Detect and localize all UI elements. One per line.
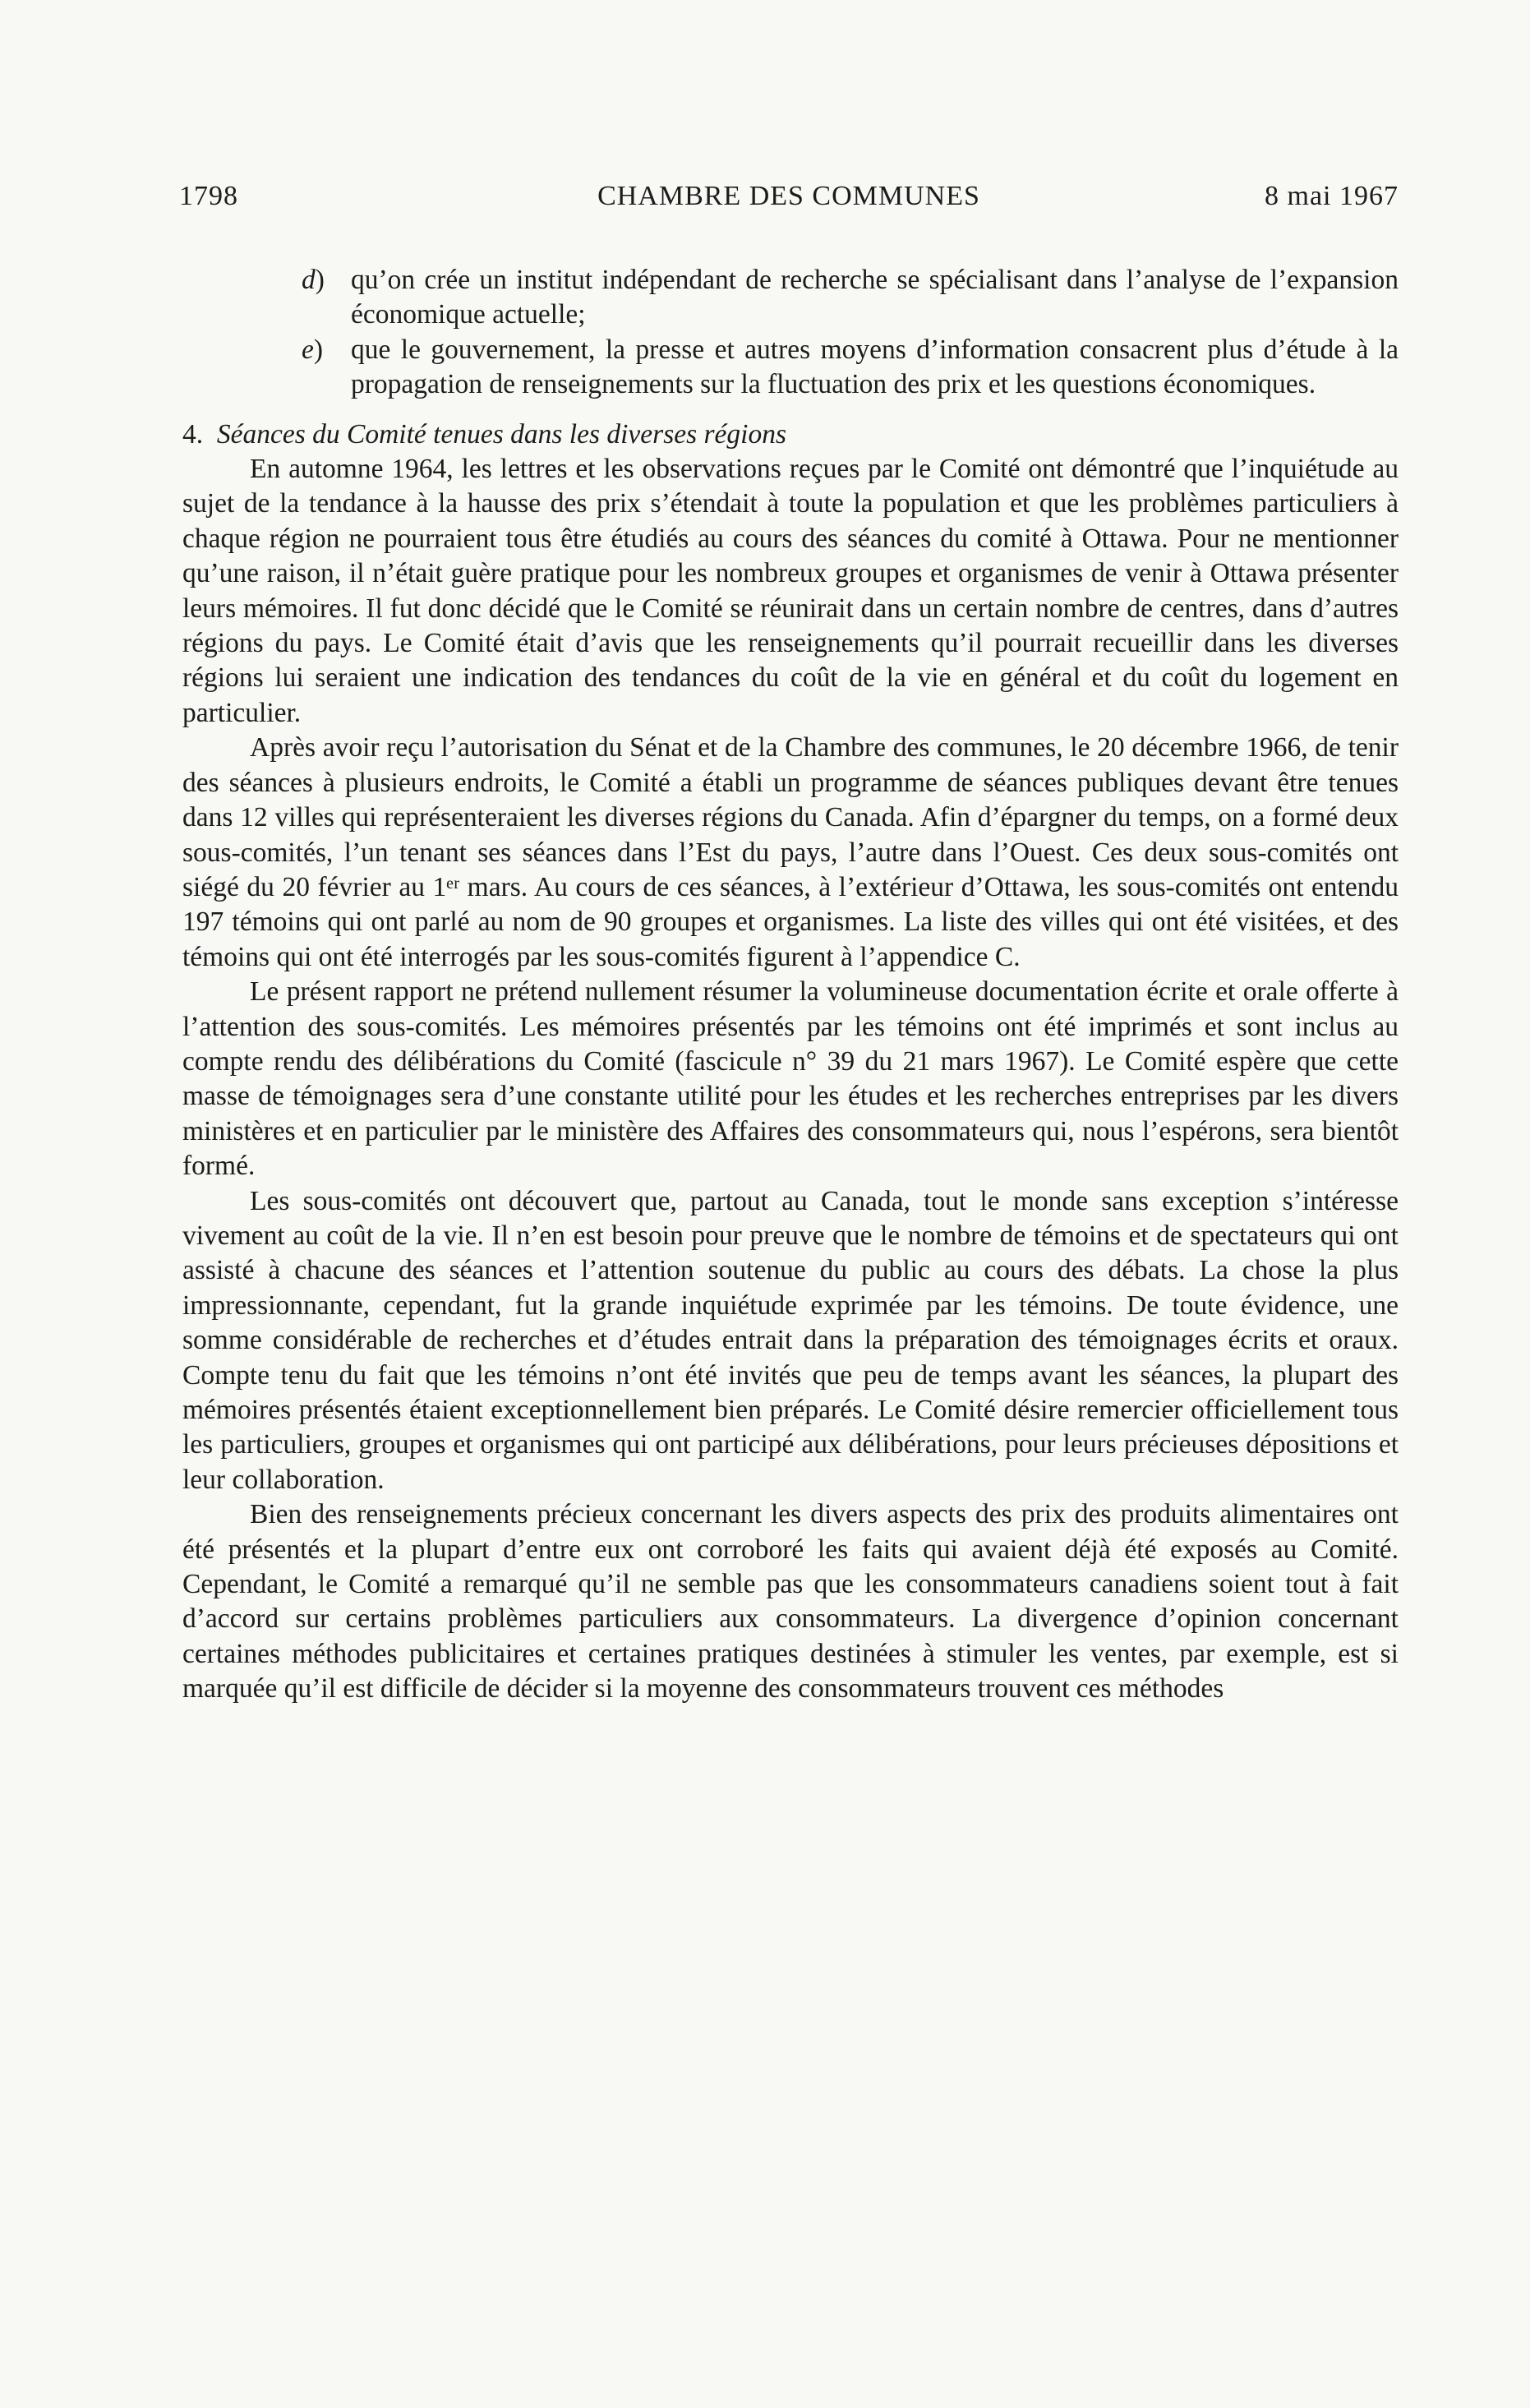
section-number: 4. xyxy=(182,418,204,450)
body-text xyxy=(182,263,1399,1707)
list-marker: e) xyxy=(302,334,324,365)
list-item xyxy=(182,263,1399,333)
paragraph: En automne 1964, les lettres et les observations reçues par le Comité ont démontré que l’inquiétude au sujet de la tendance à la hausse des prix s’étendait à toute la population et que les problèmes particuliers à chaque région ne pourraient tous être étudiés au cours des séances du comité à Ottawa. Pour ne mentionner qu’une raison, il n’était guère pratique pour les nombreux groupes et organismes de venir à Ottawa présenter leurs mémoires. Il fut donc décidé que le Comité se réunirait dans un certain nombre de centres, dans d’autres régions du pays. Le Comité était d’avis que les renseignements qu’il pourrait recueillir dans les diverses régions lui seraient une indication des tendances du coût de la vie en général et du coût du logement en particulier. xyxy=(182,454,1399,728)
page-header xyxy=(179,176,1399,217)
page-number: 1798 xyxy=(179,181,238,211)
list-item-text: que le gouvernement, la presse et autres moyens d’information consacrent plus d’étude à la propagation de renseignements sur la fluctuation des prix et les questions économiques. xyxy=(351,334,1399,400)
running-title: CHAMBRE DES COMMUNES xyxy=(597,181,980,211)
section-title: Séances du Comité tenues dans les diverses régions xyxy=(216,418,787,450)
section-heading xyxy=(182,417,1399,452)
paragraph: Les sous-comités ont découvert que, partout au Canada, tout le monde sans exception s’intéresse vivement au coût de la vie. Il n’en est besoin pour preuve que le nombre de témoins et de spectateurs qui ont assisté à chacune des séances et l’attention soutenue du public au cours des débats. La chose la plus impressionnante, cependant, fut la grande inquiétude exprimée par les témoins. De toute évidence, une somme considérable de recherches et d’études entrait dans la préparation des témoignages écrits et oraux. Compte tenu du fait que les témoins n’ont été invités que peu de temps avant les séances, la plupart des mémoires présentés étaient exceptionnellement bien préparés. Le Comité désire remercier officiellement tous les particuliers, groupes et organismes qui ont participé aux délibérations, pour leurs précieuses dépositions et leur collaboration. xyxy=(182,1185,1399,1495)
list-marker: d) xyxy=(302,265,325,295)
list-item-text: qu’on crée un institut indépendant de recherche se spécialisant dans l’analyse de l’expansion économique actuelle; xyxy=(351,265,1399,330)
paragraph: Le présent rapport ne prétend nullement résumer la volumineuse documentation écrite et orale offerte à l’attention des sous-comités. Les mémoires présentés par les témoins ont été imprimés et sont inclus au compte rendu des délibérations du Comité (fascicule n° 39 du 21 mars 1967). Le Comité espère que cette masse de témoignages sera d’une constante utilité pour les études et les recherches entreprises par les divers ministères et en particulier par le ministère des Affaires des consommateurs qui, nous l’espérons, sera bientôt formé. xyxy=(182,976,1399,1182)
header-date: 8 mai 1967 xyxy=(1265,181,1399,211)
paragraph: Après avoir reçu l’autorisation du Sénat et de la Chambre des communes, le 20 décembre 1966, de tenir des séances à plusieurs endroits, le Comité a établi un programme de séances publiques devant être tenues dans 12 villes qui représenteraient les diverses régions du Canada. Afin d’épargner du temps, on a formé deux sous-comités, l’un tenant ses séances dans l’Est du pays, l’autre dans l’Ouest. Ces deux sous-comités ont siégé du 20 février au 1ᵉʳ mars. Au cours de ces séances, à l’extérieur d’Ottawa, les sous-comités ont entendu 197 témoins qui ont parlé au nom de 90 groupes et organismes. La liste des villes qui ont été visitées, et des témoins qui ont été interrogés par les sous-comités figurent à l’appendice C. xyxy=(182,732,1399,972)
paragraph: Bien des renseignements précieux concernant les divers aspects des prix des produits alimentaires ont été présentés et la plupart d’entre eux ont corroboré les faits qui avaient déjà été exposés au Comité. Cependant, le Comité a remarqué qu’il ne semble pas que les consommateurs canadiens soient tout à fait d’accord sur certains problèmes particuliers aux consommateurs. La divergence d’opinion concernant certaines méthodes publicitaires et certaines pratiques destinées à stimuler les ventes, par exemple, est si marquée qu’il est difficile de décider si la moyenne des consommateurs trouvent ces méthodes xyxy=(182,1499,1399,1705)
list-item xyxy=(182,333,1399,403)
